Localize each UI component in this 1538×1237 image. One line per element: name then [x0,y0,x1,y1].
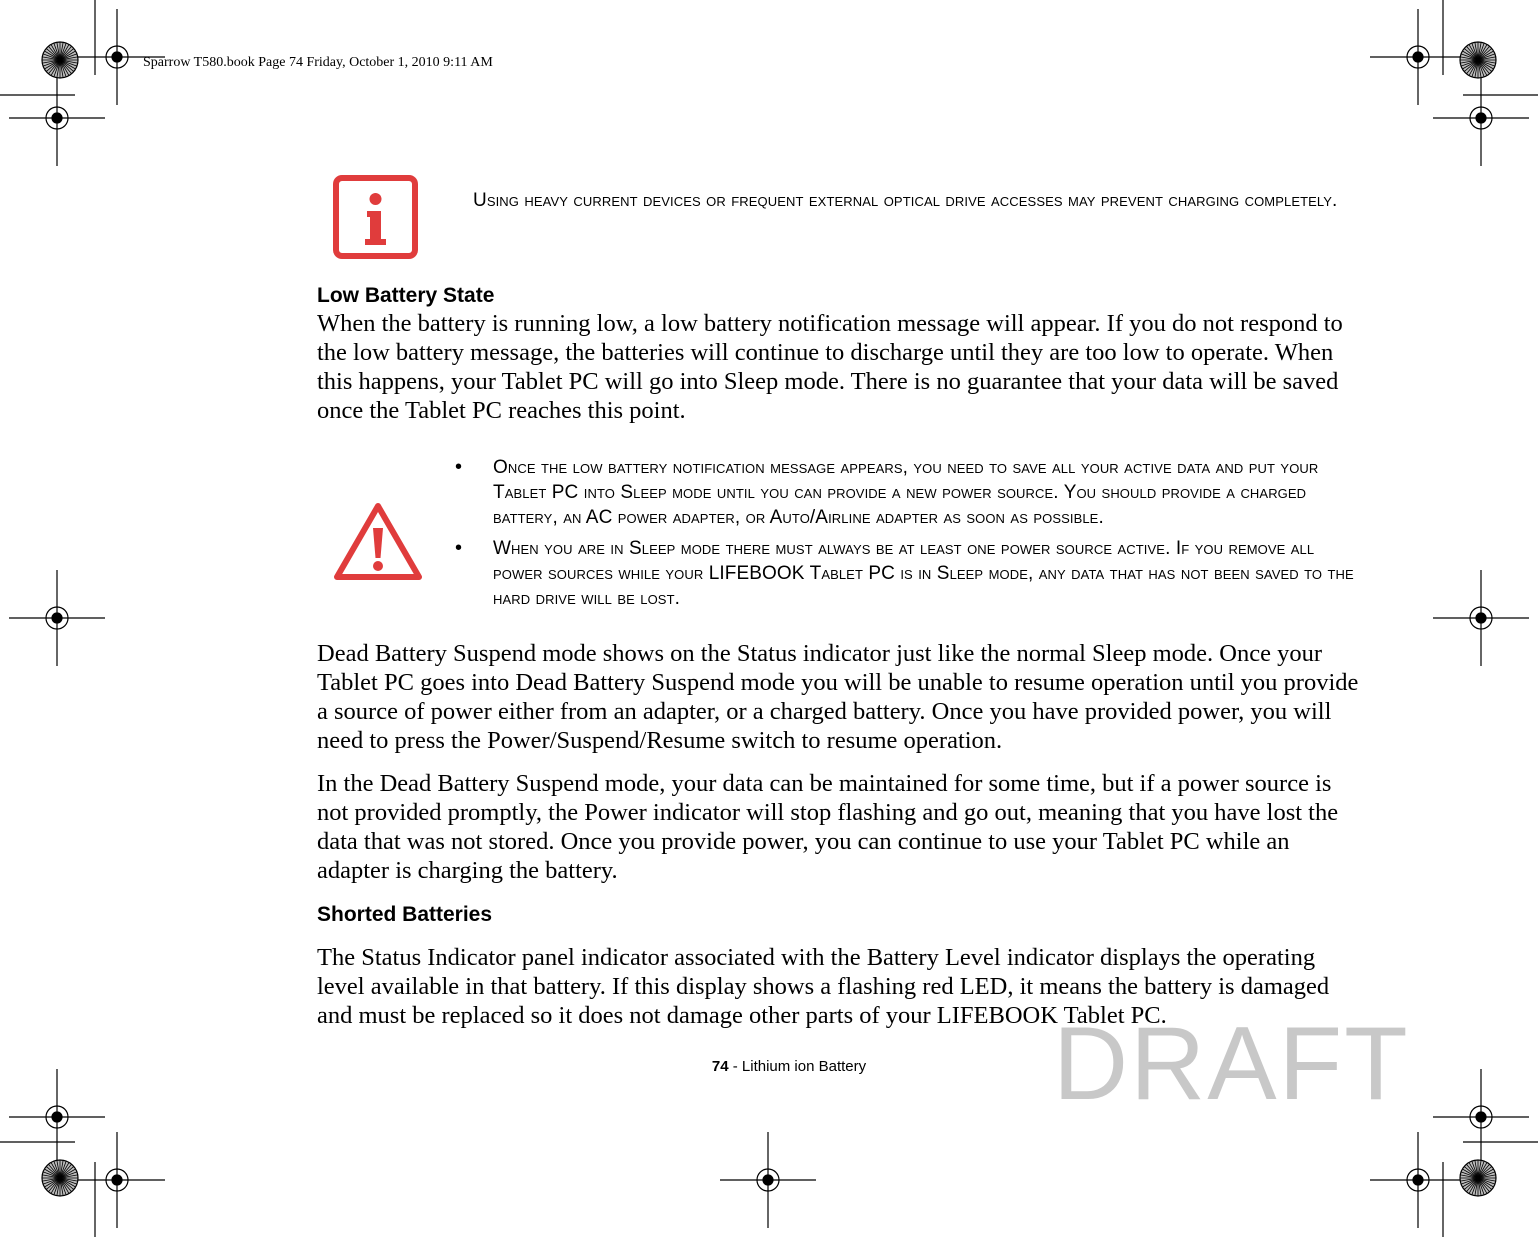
starburst-mark [42,1160,78,1196]
registration-crosshair [9,570,105,666]
warning-item: • When you are in Sleep mode there must always be at least one power source active. If you remove all power sources while your LIFEBOOK Tablet PC is in Sleep mode, any data that has not been saved to the hard drive will be lost. [455,536,1355,611]
shorted-batteries-heading: Shorted Batteries [317,903,493,926]
registration-crosshair [720,1132,816,1228]
starburst-mark [42,42,78,78]
draft-watermark: DRAFT [1053,1006,1410,1122]
registration-crosshair [1433,570,1529,666]
warning-list [455,455,1355,617]
starburst-mark [1460,42,1496,78]
registration-crosshair [1370,9,1466,105]
footer-section-title: Lithium ion Battery [741,1058,867,1075]
warning-item: • Once the low battery notification message appears, you need to save all your active data and put your Tablet PC into Sleep mode until you can provide a new power source. You should provide a charged battery, an AC power adapter, or Auto/Airline adapter as soon as possible. [455,455,1355,530]
registration-crosshair [9,1069,105,1165]
dead-battery-paragraph-1: Dead Battery Suspend mode shows on the Status indicator just like the normal Sleep mode. Once your Tablet PC goes into Dead Battery Suspend mode you will be unable to resume operation until you provide a source of power either from an adapter, or a charged battery. Once you have provided power, you will need to press the Power/Suspend/Resume switch to resume operation. [317,640,1359,754]
shorted-batteries-paragraph: The Status Indicator panel indicator associated with the Battery Level indicator displays the operating level available in that battery. If this display shows a flashing red LED, it means the battery is damaged and must be replaced so it does not damage other parts of your LIFEBOOK Tablet PC. [317,944,1330,1029]
registration-crosshair [1433,1069,1529,1165]
page-number: 74 [711,1058,729,1075]
low-battery-heading: Low Battery State [317,284,495,307]
registration-crosshair [1433,70,1529,166]
book-file-info: Sparrow T580.book Page 74 Friday, October 1, 2010 9:11 AM [143,55,493,70]
low-battery-paragraph: When the battery is running low, a low battery notification message will appear. If you do not respond to the low battery message, the batteries will continue to discharge until they are too low to operate. When this happens, your Tablet PC will go into Sleep mode. There is no guarantee that your data will be saved once the Tablet PC reaches this point. [317,310,1343,424]
registration-crosshair [1370,1132,1466,1228]
dead-battery-paragraph-2: In the Dead Battery Suspend mode, your data can be maintained for some time, but if a power source is not provided promptly, the Power indicator will stop flashing and go out, meaning that you have lost the data that was not stored. Once you provide power, you can continue to use your Tablet PC while an adapter is charging the battery. [317,770,1339,884]
footer-separator: - [728,1058,742,1075]
registration-crosshair [9,70,105,166]
info-icon [333,175,418,259]
info-note-text: Using heavy current devices or frequent external optical drive accesses may prevent charging completely. [473,190,1338,211]
registration-crosshair [69,1132,165,1228]
starburst-mark [1460,1160,1496,1196]
warning-icon [333,500,423,582]
